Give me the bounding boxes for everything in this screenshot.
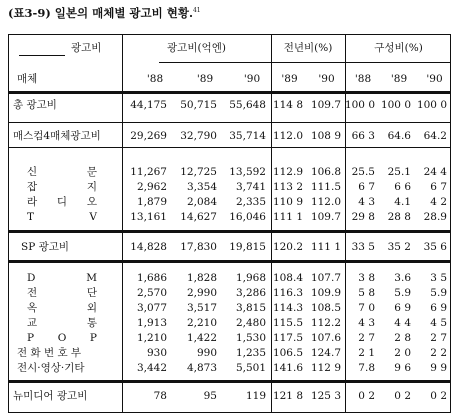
- row-label-part: 옥: [27, 302, 38, 314]
- table-cell: 112.0: [310, 196, 341, 208]
- row-label: [27, 271, 97, 285]
- table-cell: 108.5: [310, 302, 341, 314]
- row-label-part: T: [27, 211, 35, 223]
- table-cell: 111 1: [310, 241, 341, 253]
- table-cell: 1,235: [235, 347, 266, 359]
- table-cell: 119: [245, 390, 266, 402]
- table-cell: 28.9: [423, 211, 447, 223]
- table-cell: 109.9: [310, 287, 341, 299]
- table-cell: 4 2: [430, 196, 447, 208]
- table-cell: 114.3: [272, 302, 303, 314]
- table-cell: 64.2: [423, 130, 447, 142]
- table-cell: 112 9: [310, 362, 341, 374]
- table-cell: 112.0: [272, 130, 303, 142]
- year-header: '89: [281, 73, 298, 85]
- table-title: [8, 5, 201, 21]
- row-label-part: P: [89, 332, 97, 344]
- table-cell: 2 7: [430, 332, 447, 344]
- table-cell: 117.5: [272, 332, 303, 344]
- table-cell: 12,725: [180, 166, 217, 178]
- table-cell: 1,210: [136, 332, 167, 344]
- table-cell: 4.1: [394, 196, 411, 208]
- table-cell: 2,990: [186, 287, 217, 299]
- row-label-part: M: [86, 272, 97, 284]
- table-cell: 4 5: [430, 317, 447, 329]
- table-cell: 3.6: [394, 272, 411, 284]
- row-label-part: 전: [27, 287, 38, 299]
- table-cell: 3,286: [235, 287, 266, 299]
- table-cell: 29 8: [351, 211, 375, 223]
- table-cell: 3,815: [235, 302, 266, 314]
- table-cell: 5.9: [394, 287, 411, 299]
- table-cell: 1,686: [136, 272, 167, 284]
- table-cell: 17,830: [180, 241, 217, 253]
- table-cell: 6 9: [394, 302, 411, 314]
- corner-top-label: 광고비: [71, 42, 102, 54]
- table-cell: 32,790: [180, 130, 217, 142]
- row-label: SP 광고비: [21, 241, 70, 253]
- table-cell: 3,517: [186, 302, 217, 314]
- row-rule: [9, 260, 450, 263]
- row-label: 뉴미디어 광고비: [13, 390, 88, 402]
- table-cell: 2 1: [358, 347, 375, 359]
- row-label-part: 오: [86, 196, 97, 208]
- table-cell: 100 0: [380, 99, 411, 111]
- row-label-part: 통: [86, 317, 97, 329]
- corner-bottom-label: 매체: [17, 73, 38, 85]
- table-cell: 3,354: [186, 181, 217, 193]
- year-header: '88: [146, 73, 164, 85]
- table-cell: 95: [203, 390, 217, 402]
- year-header: '90: [426, 73, 443, 85]
- row-label: [27, 301, 97, 315]
- table-cell: 112.2: [310, 317, 341, 329]
- table-cell: 6 6: [394, 181, 411, 193]
- table-title-text: (표3-9) 일본의 매체별 광고비 현황.: [8, 6, 193, 20]
- table-cell: 2 7: [358, 332, 375, 344]
- table-cell: 29,269: [130, 130, 167, 142]
- row-label-part: 잡: [27, 181, 38, 193]
- table-cell: 3,741: [235, 181, 266, 193]
- table-cell: 2 2: [430, 347, 447, 359]
- table-cell: 6 7: [358, 181, 375, 193]
- table-cell: 5 8: [358, 287, 375, 299]
- table-cell: 5.9: [430, 287, 447, 299]
- year-header: '90: [243, 73, 261, 85]
- table-cell: 3 5: [430, 272, 447, 284]
- group-header-share: 구성비(%): [374, 42, 423, 54]
- table-cell: 2,084: [186, 196, 217, 208]
- table-cell: 112.9: [272, 166, 303, 178]
- table-cell: 35 2: [387, 241, 411, 253]
- table-cell: 120.2: [272, 241, 303, 253]
- row-label-part: 지: [86, 181, 97, 193]
- table-cell: 2 0: [394, 347, 411, 359]
- table-cell: 111 1: [272, 211, 303, 223]
- table-cell: 124.7: [310, 347, 341, 359]
- table-cell: 109.7: [310, 211, 341, 223]
- row-label: 전시·영상·기타: [17, 362, 85, 374]
- corner-diagonal: [19, 55, 65, 56]
- table-cell: 116.3: [272, 287, 303, 299]
- group-header-expenditure: 광고비(억엔): [167, 42, 226, 54]
- table-cell: 25.5: [351, 166, 375, 178]
- table-cell: 1,828: [186, 272, 217, 284]
- year-header: '90: [318, 73, 335, 85]
- table-cell: 109.7: [310, 99, 341, 111]
- row-label-part: O: [57, 332, 67, 344]
- table-cell: 106.8: [310, 166, 341, 178]
- table-cell: 9 6: [394, 362, 411, 374]
- table-cell: 0 2: [430, 390, 447, 402]
- table-cell: 44,175: [130, 99, 167, 111]
- table-cell: 107.6: [310, 332, 341, 344]
- row-label-part: 디: [56, 196, 68, 208]
- table-cell: 28 8: [387, 211, 411, 223]
- row-rule: [9, 122, 450, 123]
- table-cell: 1,913: [136, 317, 167, 329]
- row-label: [27, 331, 97, 345]
- row-label: [27, 316, 97, 330]
- row-label-part: 라: [27, 196, 38, 208]
- table-cell: 2,570: [136, 287, 167, 299]
- table-cell: 35,714: [229, 130, 266, 142]
- table-cell: 930: [146, 347, 167, 359]
- row-label: [27, 195, 97, 209]
- table-cell: 115.5: [272, 317, 303, 329]
- table-cell: 33 5: [351, 241, 375, 253]
- table-cell: 14,828: [130, 241, 167, 253]
- table-cell: 1,968: [235, 272, 266, 284]
- table-cell: 2 8: [394, 332, 411, 344]
- title-footnote: 41: [192, 7, 201, 15]
- ad-expenditure-table: [8, 34, 451, 413]
- table-cell: 4 4: [394, 317, 411, 329]
- header-subrule: [159, 62, 450, 63]
- table-cell: 9 9: [430, 362, 447, 374]
- table-cell: 100 0: [416, 99, 447, 111]
- year-header: '89: [196, 73, 214, 85]
- table-cell: 1,530: [235, 332, 266, 344]
- table-cell: 7 0: [358, 302, 375, 314]
- row-label: 총 광고비: [13, 99, 57, 111]
- row-label-part: D: [27, 272, 36, 284]
- table-cell: 50,715: [180, 99, 217, 111]
- table-cell: 64.6: [387, 130, 411, 142]
- table-cell: 5,501: [235, 362, 266, 374]
- table-cell: 14,627: [180, 211, 217, 223]
- table-cell: 24 4: [423, 166, 447, 178]
- table-cell: 16,046: [229, 211, 266, 223]
- table-cell: 110 9: [272, 196, 303, 208]
- table-cell: 7.8: [358, 362, 375, 374]
- table-cell: 13,161: [130, 211, 167, 223]
- table-cell: 3,077: [136, 302, 167, 314]
- row-label: 매스컴4매체광고비: [13, 130, 101, 142]
- table-cell: 111.5: [310, 181, 341, 193]
- table-cell: 3,442: [136, 362, 167, 374]
- row-label: [27, 180, 97, 194]
- table-cell: 19,815: [229, 241, 266, 253]
- table-cell: 108.4: [272, 272, 303, 284]
- table-cell: 78: [153, 390, 167, 402]
- table-cell: 121 8: [272, 390, 303, 402]
- table-cell: 1,422: [186, 332, 217, 344]
- row-rule: [9, 380, 450, 383]
- row-label-part: 문: [86, 166, 97, 178]
- table-cell: 66 3: [351, 130, 375, 142]
- table-cell: 990: [196, 347, 217, 359]
- table-cell: 4 3: [358, 196, 375, 208]
- row-label: [27, 286, 97, 300]
- year-header: '89: [390, 73, 408, 85]
- row-rule: [9, 147, 450, 148]
- table-cell: 35 6: [423, 241, 447, 253]
- table-cell: 6 9: [430, 302, 447, 314]
- row-label-part: P: [27, 332, 35, 344]
- table-cell: 25.1: [387, 166, 411, 178]
- table-cell: 106.5: [272, 347, 303, 359]
- table-cell: 6 7: [430, 181, 447, 193]
- table-cell: 113 2: [272, 181, 303, 193]
- table-cell: 114 8: [272, 99, 303, 111]
- group-header-yoy: 전년비(%): [283, 42, 333, 54]
- table-cell: 108 9: [310, 130, 341, 142]
- table-cell: 0 2: [394, 390, 411, 402]
- table-cell: 2,480: [235, 317, 266, 329]
- row-label-part: V: [89, 211, 97, 223]
- row-label-part: 단: [86, 287, 97, 299]
- table-cell: 2,335: [235, 196, 266, 208]
- table-cell: 125 3: [310, 390, 341, 402]
- row-label-part: 신: [27, 166, 38, 178]
- table-cell: 4,873: [186, 362, 217, 374]
- table-cell: 107.7: [310, 272, 341, 284]
- row-label: [27, 210, 97, 224]
- table-cell: 55,648: [229, 99, 266, 111]
- table-cell: 3 8: [358, 272, 375, 284]
- row-rule: [9, 230, 450, 233]
- header-rule: [9, 91, 450, 94]
- row-label-part: 외: [86, 302, 97, 314]
- table-cell: 4 3: [358, 317, 375, 329]
- table-cell: 0 2: [358, 390, 375, 402]
- table-cell: 11,267: [130, 166, 167, 178]
- row-label: [27, 165, 97, 179]
- table-cell: 2,210: [186, 317, 217, 329]
- table-cell: 100 0: [344, 99, 375, 111]
- table-cell: 2,962: [136, 181, 167, 193]
- year-header: '88: [354, 73, 372, 85]
- table-cell: 1,879: [136, 196, 167, 208]
- row-label: 전 화 번 호 부: [17, 347, 82, 359]
- table-cell: 141.6: [272, 362, 303, 374]
- table-cell: 13,592: [229, 166, 266, 178]
- row-label-part: 교: [27, 317, 38, 329]
